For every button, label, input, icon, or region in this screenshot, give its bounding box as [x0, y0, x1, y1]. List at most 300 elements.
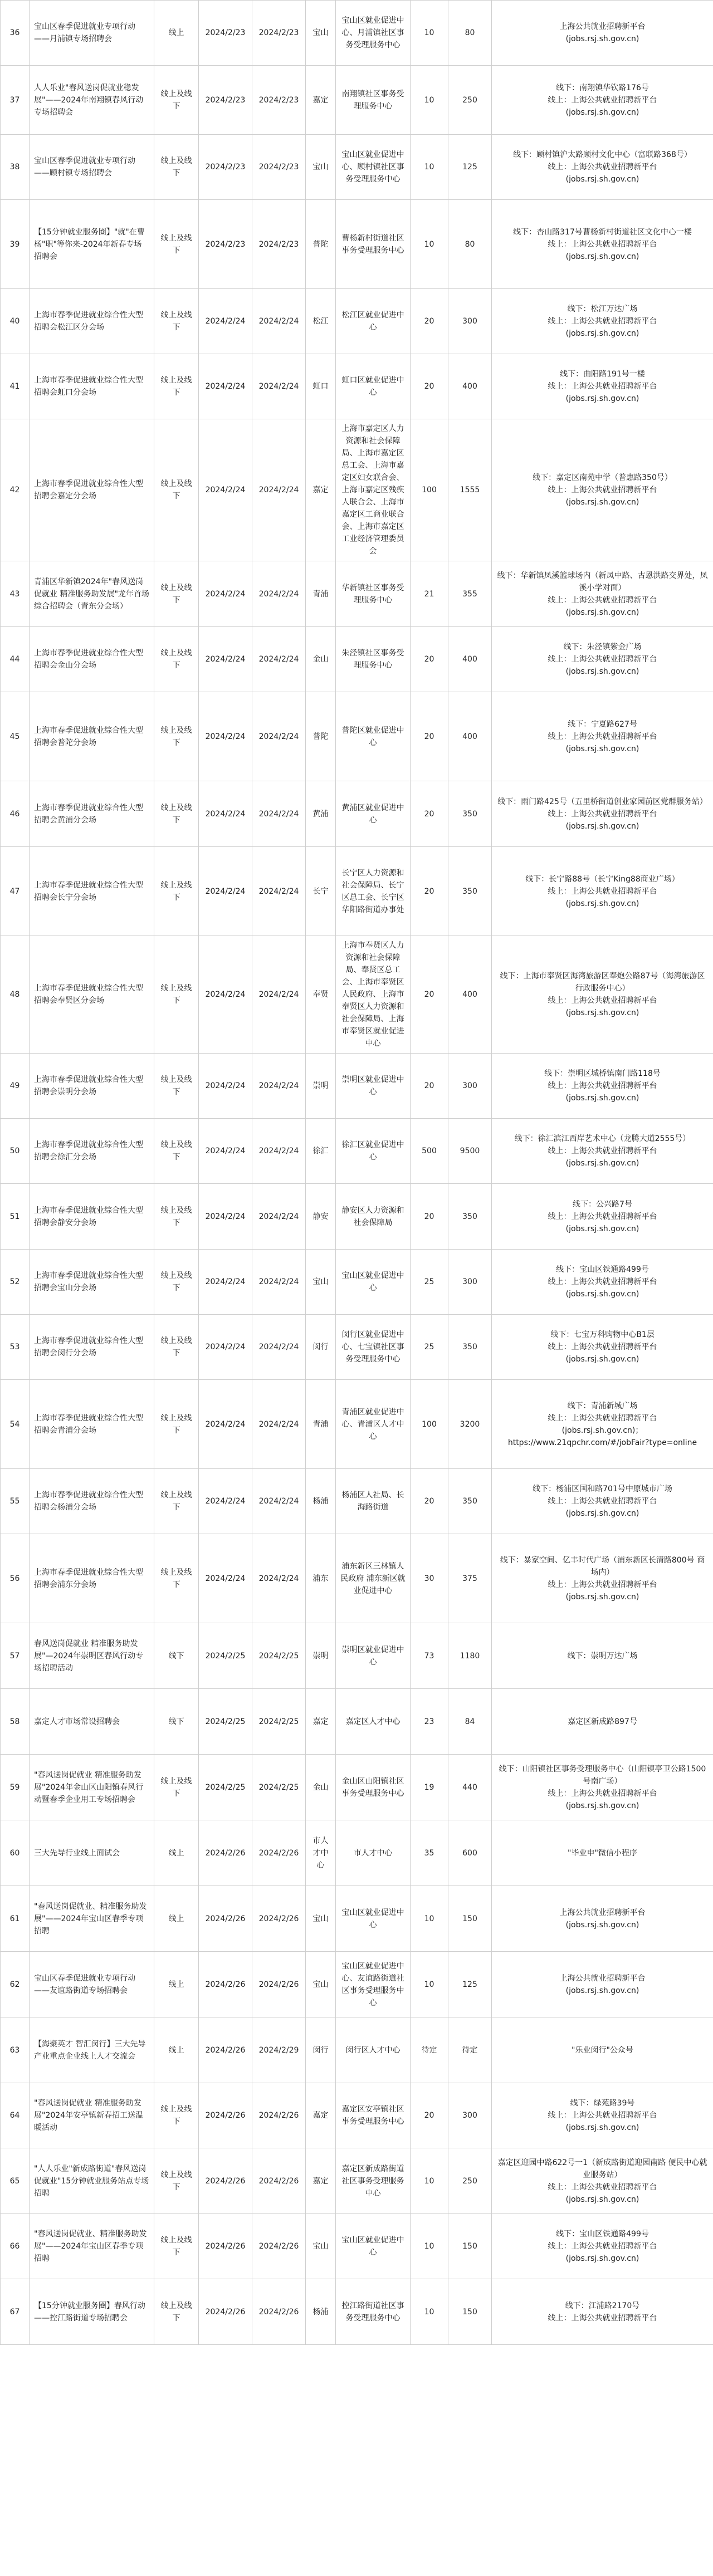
address-line: (jobs.rsj.sh.gov.cn)	[565, 821, 639, 831]
venue-address	[492, 2214, 713, 2279]
address-line: 线下：崇明区城桥镇南门路118号	[544, 1069, 661, 1078]
address-line: 线上：上海公共就业招聘新平台	[548, 317, 657, 326]
event-name: 嘉定人才市场常设招聘会	[30, 1689, 154, 1755]
address-line: 线上：上海公共就业招聘新平台	[548, 1212, 657, 1221]
row-number: 67	[1, 2279, 30, 2345]
venue-address	[492, 1054, 713, 1119]
end-date: 2024/2/24	[252, 847, 306, 936]
employer-count: 10	[411, 66, 448, 135]
event-mode: 线下	[154, 1623, 199, 1689]
row-number: 52	[1, 1250, 30, 1315]
organizer: 杨浦区人社局、长海路街道	[336, 1469, 411, 1534]
event-name: "春风送岗促就业 精准服务助发展"2024年金山区山阳镇春风行动暨春季企业用工专场招聘会	[30, 1755, 154, 1820]
address-line: (jobs.rsj.sh.gov.cn)	[565, 394, 639, 403]
end-date: 2024/2/24	[252, 1534, 306, 1623]
address-line: 线上：上海公共就业招聘新平台	[548, 887, 657, 896]
row-number: 60	[1, 1820, 30, 1886]
row-number: 51	[1, 1184, 30, 1250]
district: 青浦	[306, 561, 336, 627]
job-count: 250	[448, 2148, 492, 2214]
employer-count: 23	[411, 1689, 448, 1755]
row-number: 65	[1, 2148, 30, 2214]
table-row	[1, 1952, 713, 2017]
employer-count: 10	[411, 1886, 448, 1952]
district: 长宁	[306, 847, 336, 936]
venue-address	[492, 1623, 713, 1689]
venue-address	[492, 847, 713, 936]
address-line: 线下：宝山区铁通路499号	[556, 2230, 649, 2239]
employer-count: 20	[411, 289, 448, 354]
end-date: 2024/2/26	[252, 2148, 306, 2214]
address-line: 线下：杨浦区国和路701号中原城市广场	[533, 1485, 672, 1493]
event-mode: 线上及线下	[154, 200, 199, 289]
event-name: "春风送岗促就业、精准服务助发展"——2024年宝山区春季专项招聘	[30, 2214, 154, 2279]
venue-address	[492, 1, 713, 66]
row-number: 48	[1, 936, 30, 1054]
address-line: 线上：上海公共就业招聘新平台	[548, 655, 657, 664]
end-date: 2024/2/24	[252, 936, 306, 1054]
venue-address	[492, 936, 713, 1054]
employer-count: 30	[411, 1534, 448, 1623]
row-number: 43	[1, 561, 30, 627]
end-date: 2024/2/24	[252, 1184, 306, 1250]
table-row	[1, 1534, 713, 1623]
event-mode: 线上及线下	[154, 2279, 199, 2345]
address-line: "毕业申"微信小程序	[568, 1848, 637, 1858]
address-line: 上海公共就业招聘新平台	[559, 1973, 646, 1983]
end-date: 2024/2/25	[252, 1689, 306, 1755]
start-date: 2024/2/26	[199, 2017, 252, 2083]
address-line: 嘉定区新成路897号	[568, 1717, 637, 1726]
event-mode: 线上及线下	[154, 66, 199, 135]
event-mode: 线下	[154, 1689, 199, 1755]
venue-address	[492, 1250, 713, 1315]
table-row	[1, 200, 713, 289]
address-line: 线下：青浦新城广场	[567, 1401, 638, 1411]
address-line: (jobs.rsj.sh.gov.cn)；	[561, 1426, 643, 1435]
end-date: 2024/2/24	[252, 1469, 306, 1534]
address-line: (jobs.rsj.sh.gov.cn)	[565, 1509, 639, 1518]
event-mode: 线上	[154, 1, 199, 66]
district: 嘉定	[306, 2148, 336, 2214]
event-name: 上海市春季促进就业综合性大型招聘会金山分会场	[30, 627, 154, 692]
event-mode: 线上及线下	[154, 847, 199, 936]
employer-count: 10	[411, 2148, 448, 2214]
address-line: 线上：上海公共就业招聘新平台	[548, 1147, 657, 1155]
employer-count: 20	[411, 936, 448, 1054]
employer-count: 20	[411, 1054, 448, 1119]
address-line: 线下：绿苑路39号	[570, 2099, 635, 2108]
row-number: 38	[1, 135, 30, 200]
district: 普陀	[306, 200, 336, 289]
row-number: 42	[1, 419, 30, 561]
employer-count: 25	[411, 1315, 448, 1380]
event-name: 上海市春季促进就业综合性大型招聘会长宁分会场	[30, 847, 154, 936]
table-row	[1, 1689, 713, 1755]
organizer: 宝山区就业促进中心	[336, 2214, 411, 2279]
end-date: 2024/2/23	[252, 66, 306, 135]
venue-address	[492, 135, 713, 200]
row-number: 40	[1, 289, 30, 354]
address-line: 线上：上海公共就业招聘新平台	[548, 163, 657, 172]
row-number: 64	[1, 2083, 30, 2148]
organizer: 虹口区就业促进中心	[336, 354, 411, 419]
row-number: 41	[1, 354, 30, 419]
organizer: 黄浦区就业促进中心	[336, 781, 411, 847]
start-date: 2024/2/24	[199, 1119, 252, 1184]
address-line: 线下：长宁路88号（长宁King88商业广场）	[525, 874, 680, 884]
job-count: 300	[448, 1054, 492, 1119]
row-number: 37	[1, 66, 30, 135]
venue-address	[492, 354, 713, 419]
table-row	[1, 2214, 713, 2279]
address-line: (jobs.rsj.sh.gov.cn)	[565, 1986, 639, 1995]
job-count: 1555	[448, 419, 492, 561]
start-date: 2024/2/23	[199, 135, 252, 200]
start-date: 2024/2/23	[199, 1, 252, 66]
job-count: 400	[448, 692, 492, 781]
address-line: 线下：宁夏路627号	[568, 719, 637, 729]
address-line: 线下：山阳镇社区事务受理服务中心（山阳镇亭卫公路1500号南广场）	[499, 1764, 706, 1786]
row-number: 58	[1, 1689, 30, 1755]
employer-count: 10	[411, 200, 448, 289]
district: 奉贤	[306, 936, 336, 1054]
organizer: 闵行区人才中心	[336, 2017, 411, 2083]
address-line: (jobs.rsj.sh.gov.cn)	[565, 1920, 639, 1929]
district: 宝山	[306, 135, 336, 200]
venue-address	[492, 1755, 713, 1820]
district: 闵行	[306, 2017, 336, 2083]
start-date: 2024/2/26	[199, 2279, 252, 2345]
row-number: 61	[1, 1886, 30, 1952]
row-number: 57	[1, 1623, 30, 1689]
employer-count: 21	[411, 561, 448, 627]
employer-count: 10	[411, 2214, 448, 2279]
district: 杨浦	[306, 1469, 336, 1534]
event-name: "人人乐业"新成路街道"春风送岗促就业"15分钟就业服务站点专场招聘	[30, 2148, 154, 2214]
job-count: 350	[448, 847, 492, 936]
address-line: 线下：暴家空间、亿丰时代广场（浦东新区长清路800号 商场内）	[500, 1555, 705, 1577]
organizer: 上海市奉贤区人力资源和社会保障局、奉贤区总工会、上海市奉贤区人民政府、上海市奉贤区人力资源和社会保障局、上海市奉贤区就业促进中心	[336, 936, 411, 1054]
start-date: 2024/2/26	[199, 2214, 252, 2279]
end-date: 2024/2/24	[252, 1054, 306, 1119]
address-line: 线上：上海公共就业招聘新平台	[548, 1789, 657, 1798]
job-count: 440	[448, 1755, 492, 1820]
row-number: 46	[1, 781, 30, 847]
event-name: 上海市春季促进就业综合性大型招聘会虹口分会场	[30, 354, 154, 419]
start-date: 2024/2/24	[199, 627, 252, 692]
event-name: 上海市春季促进就业综合性大型招聘会徐汇分会场	[30, 1119, 154, 1184]
table-row	[1, 1315, 713, 1380]
address-line: (jobs.rsj.sh.gov.cn)	[565, 498, 639, 507]
event-name: 上海市春季促进就业综合性大型招聘会黄浦分会场	[30, 781, 154, 847]
row-number: 54	[1, 1380, 30, 1469]
employer-count: 20	[411, 354, 448, 419]
address-line: 线上：上海公共就业招聘新平台	[548, 1497, 657, 1506]
table-body	[1, 1, 713, 2345]
event-mode: 线上及线下	[154, 2083, 199, 2148]
employer-count: 10	[411, 1, 448, 66]
address-line: (jobs.rsj.sh.gov.cn)	[565, 608, 639, 617]
job-count: 150	[448, 2214, 492, 2279]
address-line: 线上：上海公共就业招聘新平台	[548, 382, 657, 391]
venue-address	[492, 692, 713, 781]
table-row	[1, 781, 713, 847]
job-count: 600	[448, 1820, 492, 1886]
start-date: 2024/2/24	[199, 289, 252, 354]
district: 崇明	[306, 1054, 336, 1119]
district: 嘉定	[306, 419, 336, 561]
job-count: 355	[448, 561, 492, 627]
job-count: 80	[448, 1, 492, 66]
district: 青浦	[306, 1380, 336, 1469]
venue-address	[492, 1534, 713, 1623]
venue-address	[492, 1886, 713, 1952]
address-line: 线下：曲阳路191号一楼	[560, 370, 645, 379]
employer-count: 10	[411, 135, 448, 200]
event-mode: 线上及线下	[154, 627, 199, 692]
organizer: 崇明区就业促进中心	[336, 1623, 411, 1689]
address-line: https://www.21qpchr.com/#/jobFair?type=online	[507, 1438, 697, 1447]
employer-count: 100	[411, 419, 448, 561]
event-name: 人人乐业"春风送岗促就业稳发展"——2024年南翔镇春风行动专场招聘会	[30, 66, 154, 135]
address-line: (jobs.rsj.sh.gov.cn)	[565, 252, 639, 261]
organizer: 青浦区就业促进中心、青浦区人才中心	[336, 1380, 411, 1469]
job-count: 150	[448, 1886, 492, 1952]
address-line: 线下：顾村镇沪太路顾村文化中心（富联路368号）	[513, 150, 692, 159]
district: 浦东	[306, 1534, 336, 1623]
address-line: 线下：朱泾镇紫金广场	[563, 643, 642, 652]
event-name: 上海市春季促进就业综合性大型招聘会普陀分会场	[30, 692, 154, 781]
table-row	[1, 561, 713, 627]
row-number: 44	[1, 627, 30, 692]
end-date: 2024/2/26	[252, 2214, 306, 2279]
job-count: 300	[448, 1250, 492, 1315]
organizer: 上海市嘉定区人力资源和社会保障局、上海市嘉定区总工会、上海市嘉定区妇女联合会、上海市嘉定区残疾人联合会、上海市嘉定区工商业联合会、上海市嘉定区工业经济管理委员会	[336, 419, 411, 561]
table-row	[1, 1469, 713, 1534]
address-line: 线上：上海公共就业招聘新平台	[548, 2313, 657, 2323]
address-line: "乐业闵行"公众号	[572, 2045, 633, 2055]
address-line: (jobs.rsj.sh.gov.cn)	[565, 2123, 639, 2132]
district: 宝山	[306, 1952, 336, 2017]
start-date: 2024/2/24	[199, 936, 252, 1054]
employer-count: 100	[411, 1380, 448, 1469]
address-line: 线下：南翔镇华钦路176号	[556, 83, 649, 92]
end-date: 2024/2/26	[252, 2279, 306, 2345]
event-name: 【15分钟就业服务圈】"就"在曹杨"职"等你来-2024年新春专场招聘会	[30, 200, 154, 289]
event-mode: 线上及线下	[154, 1184, 199, 1250]
address-line: 线上：上海公共就业招聘新平台	[548, 239, 657, 249]
end-date: 2024/2/24	[252, 1119, 306, 1184]
address-line: 线下：上海市奉贤区海湾旅游区奉炮公路87号（海湾旅游区行政服务中心）	[500, 972, 705, 993]
job-count: 3200	[448, 1380, 492, 1469]
job-count: 300	[448, 289, 492, 354]
end-date: 2024/2/25	[252, 1623, 306, 1689]
start-date: 2024/2/24	[199, 847, 252, 936]
table-row	[1, 936, 713, 1054]
table-row	[1, 1, 713, 66]
end-date: 2024/2/24	[252, 1380, 306, 1469]
address-line: 线上：上海公共就业招聘新平台	[548, 1413, 657, 1423]
organizer: 静安区人力资源和社会保障局	[336, 1184, 411, 1250]
venue-address	[492, 1119, 713, 1184]
event-mode: 线上	[154, 1886, 199, 1952]
event-name: 上海市春季促进就业综合性大型招聘会崇明分会场	[30, 1054, 154, 1119]
event-mode: 线上及线下	[154, 1755, 199, 1820]
address-line: (jobs.rsj.sh.gov.cn)	[565, 2195, 639, 2204]
organizer: 曹杨新村街道社区事务受理服务中心	[336, 200, 411, 289]
employer-count: 待定	[411, 2017, 448, 2083]
event-mode: 线上及线下	[154, 781, 199, 847]
district: 市人才中心	[306, 1820, 336, 1886]
address-line: 线上：上海公共就业招聘新平台	[548, 1277, 657, 1286]
table-row	[1, 627, 713, 692]
district: 黄浦	[306, 781, 336, 847]
organizer: 宝山区就业促进中心	[336, 1886, 411, 1952]
end-date: 2024/2/24	[252, 561, 306, 627]
venue-address	[492, 200, 713, 289]
district: 嘉定	[306, 66, 336, 135]
start-date: 2024/2/26	[199, 2083, 252, 2148]
start-date: 2024/2/24	[199, 692, 252, 781]
employer-count: 20	[411, 692, 448, 781]
job-count: 350	[448, 781, 492, 847]
venue-address	[492, 1184, 713, 1250]
table-row	[1, 2017, 713, 2083]
event-mode: 线上	[154, 2017, 199, 2083]
job-count: 350	[448, 1469, 492, 1534]
event-name: 上海市春季促进就业综合性大型招聘会宝山分会场	[30, 1250, 154, 1315]
address-line: (jobs.rsj.sh.gov.cn)	[565, 329, 639, 338]
start-date: 2024/2/23	[199, 200, 252, 289]
address-line: 线上：上海公共就业招聘新平台	[548, 486, 657, 494]
district: 金山	[306, 1755, 336, 1820]
table-row	[1, 2083, 713, 2148]
venue-address	[492, 289, 713, 354]
end-date: 2024/2/26	[252, 1952, 306, 2017]
event-mode: 线上及线下	[154, 561, 199, 627]
table-row	[1, 1820, 713, 1886]
organizer: 嘉定区人才中心	[336, 1689, 411, 1755]
event-name: 上海市春季促进就业综合性大型招聘会闵行分会场	[30, 1315, 154, 1380]
venue-address	[492, 561, 713, 627]
table-row	[1, 2148, 713, 2214]
table-row	[1, 1623, 713, 1689]
address-line: 线上：上海公共就业招聘新平台	[548, 2111, 657, 2120]
end-date: 2024/2/23	[252, 135, 306, 200]
event-mode: 线上及线下	[154, 1054, 199, 1119]
start-date: 2024/2/25	[199, 1623, 252, 1689]
event-name: 青浦区华新镇2024年"春风送岗促就业 精准服务助发展"龙年首场综合招聘会（青东分会场）	[30, 561, 154, 627]
event-name: 上海市春季促进就业综合性大型招聘会杨浦分会场	[30, 1469, 154, 1534]
end-date: 2024/2/24	[252, 419, 306, 561]
row-number: 56	[1, 1534, 30, 1623]
job-count: 84	[448, 1689, 492, 1755]
employer-count: 73	[411, 1623, 448, 1689]
table-row	[1, 354, 713, 419]
address-line: 线上：上海公共就业招聘新平台	[548, 809, 657, 819]
end-date: 2024/2/24	[252, 627, 306, 692]
venue-address	[492, 1820, 713, 1886]
address-line: 线下：公兴路7号	[573, 1199, 632, 1209]
event-mode: 线上	[154, 1820, 199, 1886]
start-date: 2024/2/24	[199, 419, 252, 561]
start-date: 2024/2/25	[199, 1755, 252, 1820]
address-line: 线上：上海公共就业招聘新平台	[548, 1081, 657, 1090]
event-mode: 线上及线下	[154, 2214, 199, 2279]
row-number: 62	[1, 1952, 30, 2017]
start-date: 2024/2/24	[199, 1534, 252, 1623]
address-line: (jobs.rsj.sh.gov.cn)	[565, 899, 639, 908]
address-line: 线下：江浦路2170号	[565, 2301, 640, 2310]
venue-address	[492, 1469, 713, 1534]
start-date: 2024/2/24	[199, 1054, 252, 1119]
table-row	[1, 1119, 713, 1184]
event-name: 宝山区春季促进就业专项行动——友谊路街道专场招聘会	[30, 1952, 154, 2017]
address-line: (jobs.rsj.sh.gov.cn)	[565, 1094, 639, 1103]
address-line: (jobs.rsj.sh.gov.cn)	[565, 2254, 639, 2263]
row-number: 36	[1, 1, 30, 66]
event-name: 【海聚英才 智汇闵行】三大先导产业重点企业线上人才交流会	[30, 2017, 154, 2083]
table-row	[1, 1184, 713, 1250]
table-row	[1, 692, 713, 781]
address-line: (jobs.rsj.sh.gov.cn)	[565, 1224, 639, 1233]
venue-address	[492, 1689, 713, 1755]
address-line: 线下：崇明万达广场	[567, 1651, 638, 1661]
address-line: 上海公共就业招聘新平台	[559, 22, 646, 31]
job-count: 375	[448, 1534, 492, 1623]
event-name: 宝山区春季促进就业专项行动——月浦镇专场招聘会	[30, 1, 154, 66]
organizer: 松江区就业促进中心	[336, 289, 411, 354]
event-mode: 线上及线下	[154, 419, 199, 561]
address-line: 线下：宝山区铁通路499号	[556, 1265, 649, 1274]
event-mode: 线上及线下	[154, 692, 199, 781]
end-date: 2024/2/23	[252, 1, 306, 66]
employer-count: 20	[411, 1184, 448, 1250]
venue-address	[492, 2017, 713, 2083]
start-date: 2024/2/24	[199, 1184, 252, 1250]
end-date: 2024/2/23	[252, 200, 306, 289]
district: 金山	[306, 627, 336, 692]
address-line: (jobs.rsj.sh.gov.cn)	[565, 1159, 639, 1168]
event-name: 上海市春季促进就业综合性大型招聘会松江区分会场	[30, 289, 154, 354]
event-mode: 线上及线下	[154, 135, 199, 200]
venue-address	[492, 2083, 713, 2148]
employer-count: 10	[411, 2279, 448, 2345]
event-mode: 线上及线下	[154, 1534, 199, 1623]
district: 宝山	[306, 1250, 336, 1315]
event-name: 上海市春季促进就业综合性大型招聘会青浦分会场	[30, 1380, 154, 1469]
district: 普陀	[306, 692, 336, 781]
district: 徐汇	[306, 1119, 336, 1184]
event-name: "春风送岗促就业、精准服务助发展"——2024年宝山区春季专项招聘	[30, 1886, 154, 1952]
job-count: 125	[448, 1952, 492, 2017]
start-date: 2024/2/24	[199, 781, 252, 847]
district: 闵行	[306, 1315, 336, 1380]
job-count: 9500	[448, 1119, 492, 1184]
address-line: 线下：徐汇滨江西岸艺术中心（龙腾大道2555号）	[514, 1134, 691, 1143]
end-date: 2024/2/24	[252, 289, 306, 354]
address-line: (jobs.rsj.sh.gov.cn)	[565, 107, 639, 117]
organizer: 朱泾镇社区事务受理服务中心	[336, 627, 411, 692]
event-name: 三大先导行业线上面试会	[30, 1820, 154, 1886]
start-date: 2024/2/24	[199, 1315, 252, 1380]
start-date: 2024/2/24	[199, 354, 252, 419]
start-date: 2024/2/24	[199, 1250, 252, 1315]
job-count: 400	[448, 936, 492, 1054]
end-date: 2024/2/24	[252, 1315, 306, 1380]
table-row	[1, 419, 713, 561]
